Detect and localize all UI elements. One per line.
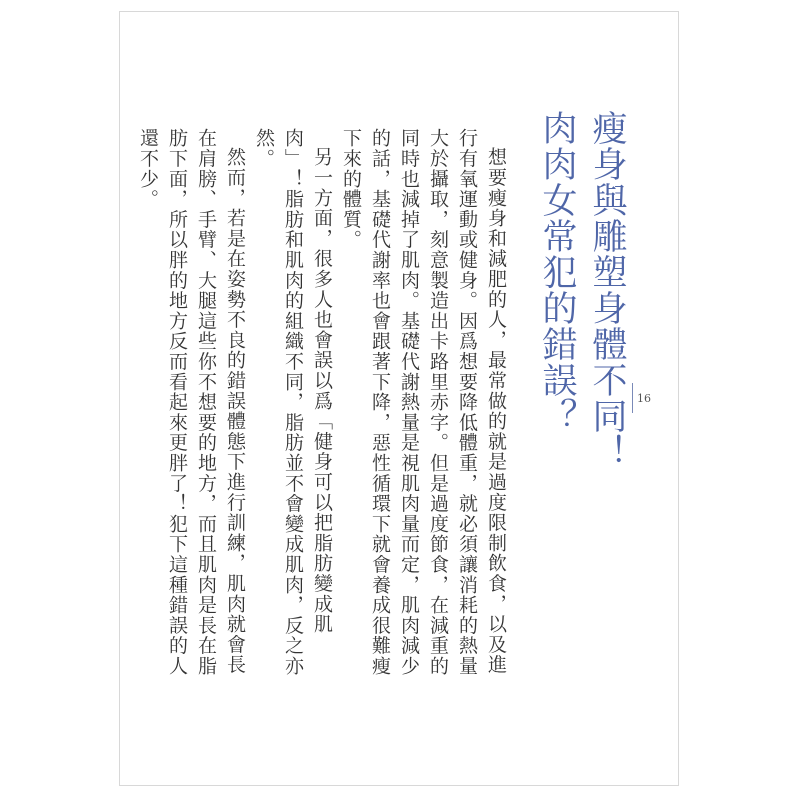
title-line-2: 肉肉女常犯的錯誤？ xyxy=(537,110,577,434)
body-text xyxy=(137,128,510,680)
paragraph-3: 然而，若是在姿勢不良的錯誤體態下進行訓練，肌肉就會長在肩膀、手臂、大腿這些你不想要的地方，而且肌肉是長在脂肪下面，所以胖的地方反而看起來更胖了！犯下這種錯誤的人還不少。 xyxy=(137,128,246,677)
page-number: 16 xyxy=(637,392,651,405)
page-title xyxy=(530,110,632,470)
page-marker-line xyxy=(632,383,633,413)
paragraph-2: 另一方面，很多人也會誤以爲「健身可以把脂肪變成肌肉」！脂肪和肌肉的組織不同，脂肪並不會變成肌肉，反之亦然。 xyxy=(253,128,333,677)
paragraph-1: 想要瘦身和減肥的人，最常做的就是過度限制飲食，以及進行有氧運動或健身。因爲想要降低體重，就必須讓消耗的熱量大於攝取，刻意製造出卡路里赤字。但是過度節食，在減重的同時也減掉了肌肉。基礎代謝熱量是視肌肉量而定，肌肉減少的話，基礎代謝率也會跟著下降，惡性循環下就會養成很難瘦下來的體質。 xyxy=(340,128,507,677)
title-line-1: 瘦身與雕塑身體不同！ xyxy=(587,110,627,470)
